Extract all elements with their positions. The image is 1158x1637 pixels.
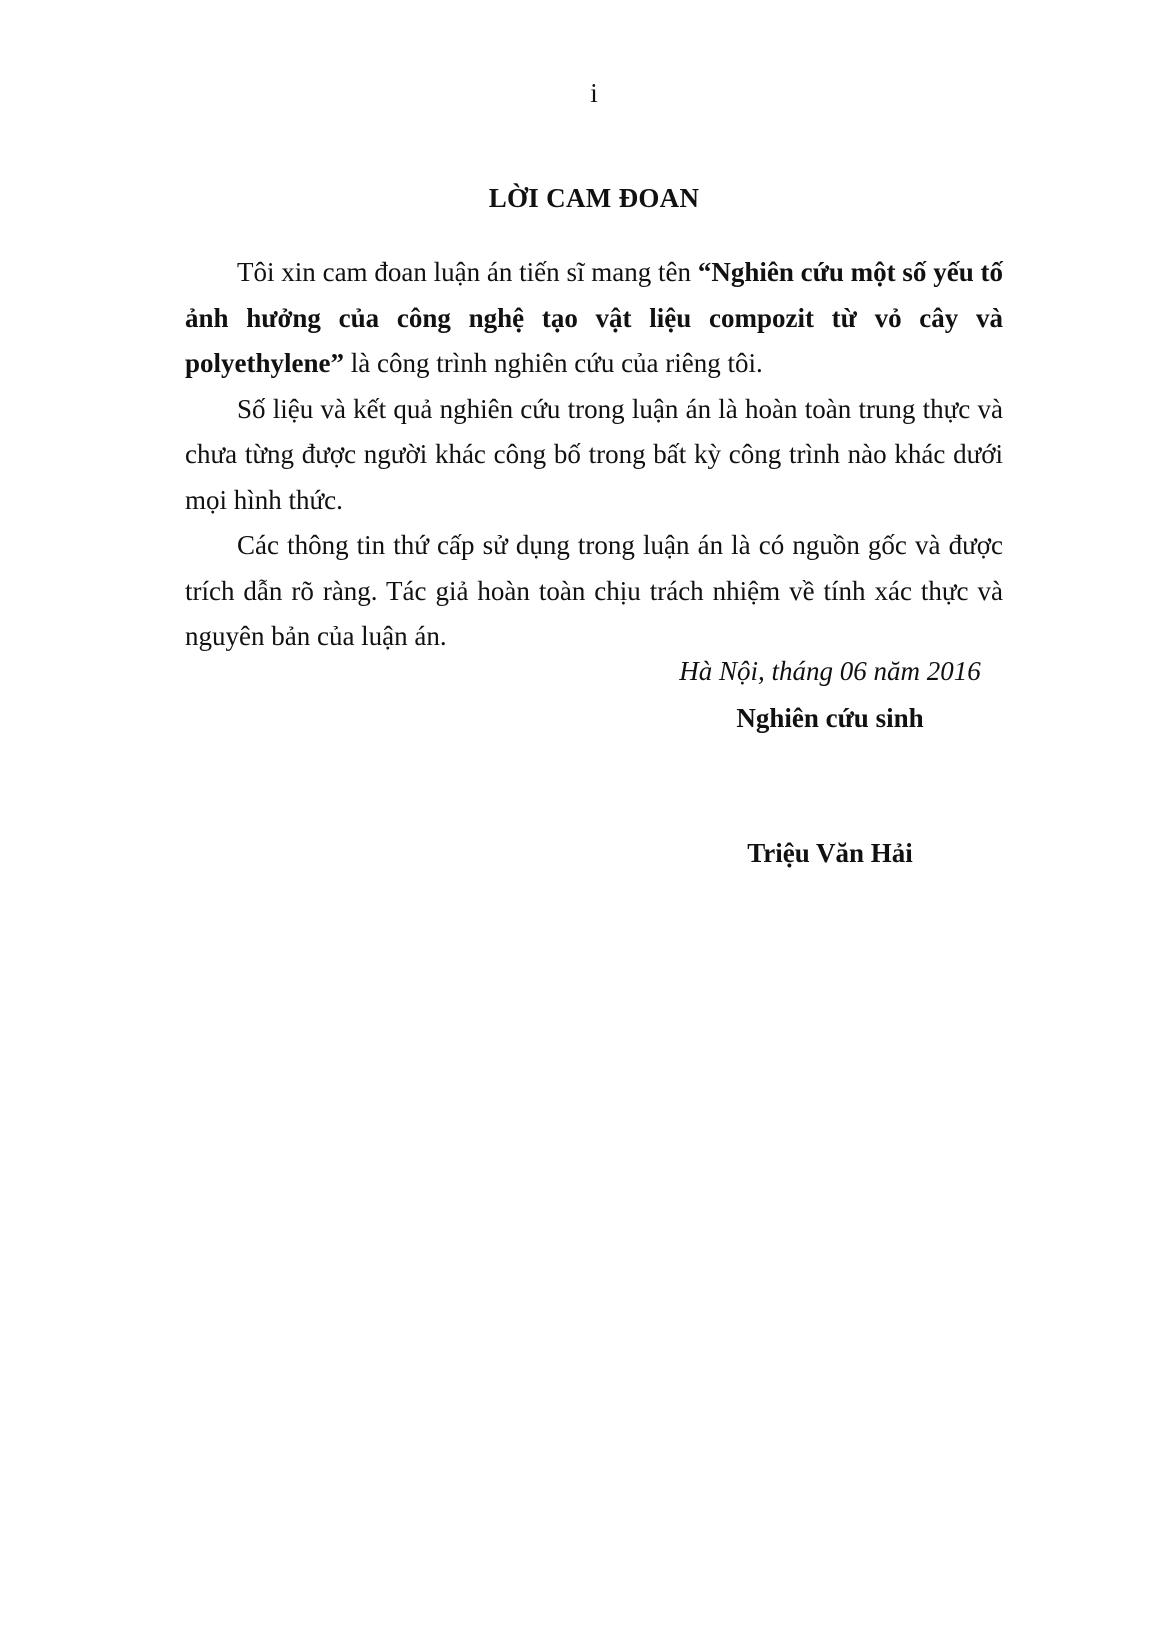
paragraph-intro-text: Tôi xin cam đoan luận án tiến sĩ mang tên (237, 257, 698, 287)
paragraph-citation: Các thông tin thứ cấp sử dụng trong luận án là có nguồn gốc và được trích dẫn rõ ràng. Tác giả hoàn toàn chịu trách nhiệm về tính xác thực và nguyên bản của luận án. (185, 530, 1003, 651)
paragraph-data-honesty: Số liệu và kết quả nghiên cứu trong luận án là hoàn toàn trung thực và chưa từng được người khác công bố trong bất kỳ công trình nào khác dưới mọi hình thức. (185, 393, 1003, 515)
declaration-body (185, 250, 1003, 660)
paragraph-declaration (185, 250, 1003, 387)
signature-place-date: Hà Nội, tháng 06 năm 2016 (679, 656, 981, 686)
page-title: LỜI CAM ĐOAN (488, 183, 700, 213)
thesis-title: “Nghiên cứu một số yếu tố ảnh hưởng của công nghệ tạo vật liệu compozit từ vỏ cây và polyethylene” (185, 257, 1003, 378)
signature-role: Nghiên cứu sinh (736, 703, 924, 733)
signature-name: Triệu Văn Hải (747, 838, 913, 868)
page-number: i (590, 78, 598, 108)
paragraph-outro-text: là công trình nghiên cứu của riêng tôi. (344, 348, 763, 378)
